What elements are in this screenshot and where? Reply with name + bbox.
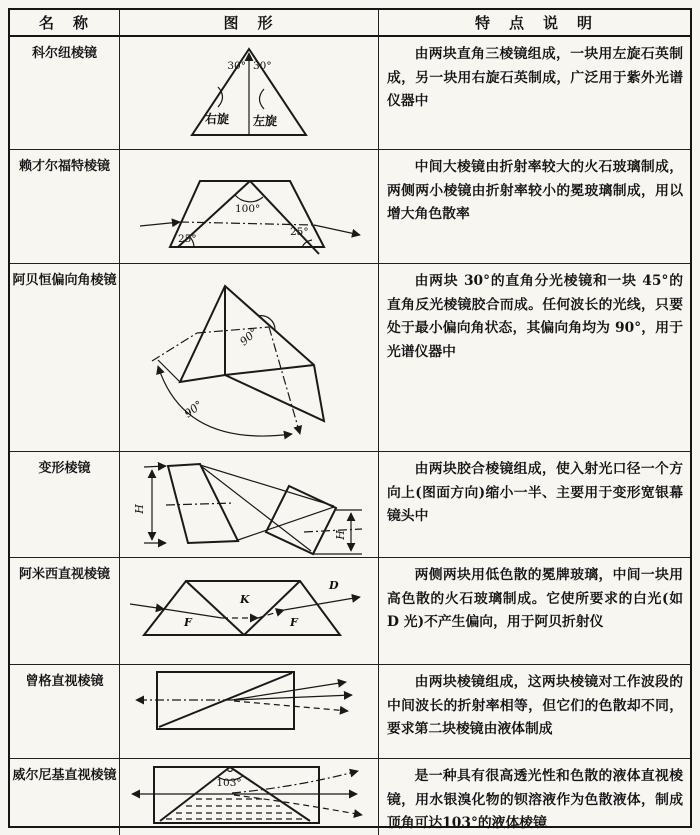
prism-outline — [144, 578, 340, 635]
input-height-label: H — [132, 503, 146, 514]
axis-right — [304, 529, 362, 532]
apex-angle-arc — [235, 195, 263, 202]
row-name-zenger: 曾格直视棱镜 — [10, 665, 120, 759]
figure-cell-abbe — [120, 264, 379, 452]
axis-left — [166, 503, 234, 505]
amici-prism-figure — [122, 559, 377, 664]
ray-top — [200, 465, 334, 506]
row-desc-abbe: 由两块 30°的直角分光棱镜和一块 45°的直角反光棱镜胶合而成。任何波长的光线，只要处于最小偏向角状态，其偏向角均为 90°，用于光谱仪器中 — [379, 264, 690, 452]
left-angle-label: 25° — [177, 232, 197, 245]
row-desc-wernicke: 是一种具有很高透光性和色散的液体直视棱镜，用水银溴化物的钡溶液作为色散液体，制成顶角可达103°的液体棱镜 — [387, 768, 683, 832]
ray-cross-up — [238, 507, 334, 540]
zenger-prism-figure — [122, 666, 377, 758]
anamorphic-prism-figure — [122, 453, 377, 557]
entry-face-extension — [158, 360, 180, 382]
row-name-amici: 阿米西直视棱镜 — [10, 558, 120, 665]
left-glass-label: F — [183, 615, 192, 629]
right-angle-label: 25° — [289, 225, 309, 238]
angle-label-right: 30° — [252, 60, 272, 72]
ray-seg1 — [164, 609, 222, 618]
abbe-prism-figure — [122, 266, 377, 450]
header-features: 特 点 说 明 — [379, 10, 690, 37]
prism-outline — [180, 286, 324, 421]
ray-cross-down — [201, 466, 311, 551]
apex-angle-label: 100° — [234, 202, 260, 215]
row-name-rutherford: 赖才尔福特棱镜 — [10, 150, 120, 264]
figure-cell-rutherford — [120, 150, 379, 264]
ray-entry — [152, 333, 197, 361]
output-height-label: H — [333, 529, 347, 540]
ray-seg3 — [258, 610, 284, 618]
wernicke-prism-figure — [122, 763, 377, 833]
ray-entry — [140, 222, 180, 226]
apex-angle-label: 103° — [215, 776, 242, 789]
inner-face-left — [186, 581, 244, 635]
middle-glass-label: K — [239, 592, 250, 606]
cornu-prism-figure — [122, 39, 377, 147]
row-desc-zenger: 由两块棱镜组成，这两块棱镜对工作波段的中间波长的折射率相等，但它们的色散却不同，要求第二块棱镜由液体制成 — [379, 665, 690, 759]
ray-exit — [314, 225, 360, 235]
row-desc-amici: 两侧两块用低色散的冕牌玻璃，中间一块用高色散的火石玻璃制成。它使所要求的白光(如 D 光)不产生偏向，用于阿贝折射仪 — [379, 558, 690, 665]
figure-cell-cornu — [120, 37, 379, 150]
ray-exit-bottom — [234, 701, 348, 711]
figure-cell-zenger — [120, 665, 379, 759]
row-desc-rutherford: 中间大棱镜由折射率较大的火石玻璃制成，两侧两小棱镜由折射率较小的冕玻璃制成，用以增大角色散率 — [379, 150, 690, 264]
header-figure: 图 形 — [120, 10, 379, 37]
figure-cell-amici — [120, 558, 379, 665]
prism-table — [8, 8, 692, 832]
d-line-label: D — [328, 578, 339, 592]
row-name-wernicke: 威尔尼基直视棱镜 — [10, 759, 120, 835]
figure-cell-wernicke — [120, 759, 379, 835]
row-desc-anamorphic: 由两块胶合棱镜组成，使入射光口径一个方向上(图面方向)缩小一半、主要用于变形宽银幕镜头中 — [379, 452, 690, 558]
rotation-label-right: 左旋 — [252, 114, 277, 128]
rotation-arc-right — [259, 89, 264, 109]
ray-internal — [180, 222, 314, 225]
internal-angle-label: 90° — [236, 325, 260, 348]
deviation-angle-label: 90° — [181, 397, 205, 420]
row-desc-cornu: 由两块直角三棱镜组成，一块用左旋石英制成，另一块用右旋石英制成，广泛用于紫外光谱仪器中 — [379, 37, 690, 150]
cement-face-horizontal — [225, 365, 314, 375]
compound-trapezoid-prism-figure — [122, 151, 377, 263]
ray-entry — [130, 604, 164, 609]
deviation-angle-arc — [158, 366, 292, 436]
right-glass-label: F — [289, 615, 298, 629]
ray-exit — [269, 327, 300, 434]
angle-label-left: 30° — [226, 60, 246, 72]
rotation-label-left: 右旋 — [204, 112, 229, 126]
figure-cell-anamorphic — [120, 452, 379, 558]
row-name-cornu: 科尔纽棱镜 — [10, 37, 120, 150]
ray-exit — [284, 597, 360, 610]
row-name-anamorphic: 变形棱镜 — [10, 452, 120, 558]
ray-entry-top — [144, 466, 166, 467]
header-name: 名 称 — [10, 10, 120, 37]
ray-internal — [197, 327, 269, 333]
row-name-abbe: 阿贝恒偏向角棱镜 — [10, 264, 120, 452]
